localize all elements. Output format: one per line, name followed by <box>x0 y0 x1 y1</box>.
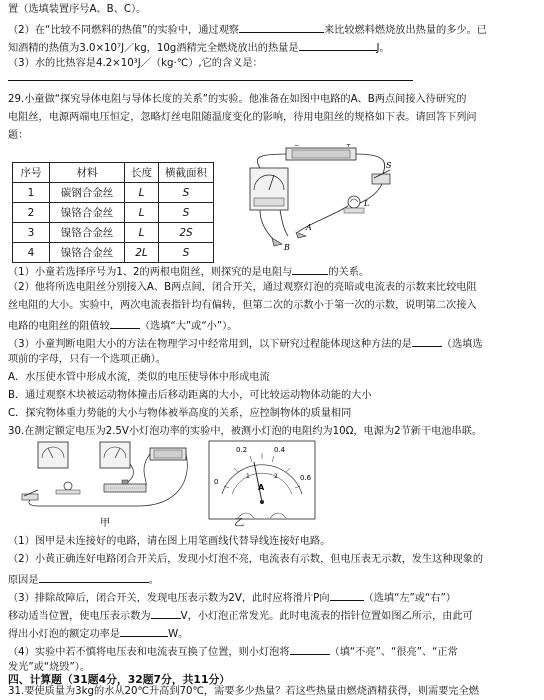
table-header-row <box>13 163 214 183</box>
q29-circuit-figure <box>236 144 396 252</box>
table-header: 材料 <box>50 163 125 183</box>
dial-tick-label: 2 <box>274 473 278 480</box>
q29-part-3a: （3）小童判断电阻大小的方法在物理学习中经常用到，以下研究过程能体现这种方法的是 （选填选 <box>8 336 536 351</box>
table-cell: S <box>159 243 214 263</box>
wire-spec-table <box>12 162 214 263</box>
q30-part-3e: 得出小灯泡的额定功率是 W。 <box>8 626 536 641</box>
q30-figure-b <box>208 440 316 520</box>
answer-blank[interactable] <box>299 40 377 51</box>
answer-blank[interactable] <box>330 590 364 601</box>
label-a: A <box>306 223 312 232</box>
q29-option-a: A．水压使水管中形成水流，类似的电压使导体中形成电流 <box>8 372 270 383</box>
q30-part-4c: 发光”或“烧毁”）。 <box>8 662 91 673</box>
table-row <box>13 183 214 203</box>
dial-tick-label: 0.4 <box>274 446 286 454</box>
q29-intro-3: 题： <box>8 130 29 141</box>
table-row <box>13 203 214 223</box>
table-cell: 镍铬合金丝 <box>50 243 125 263</box>
label-l: L <box>364 199 370 208</box>
answer-blank[interactable] <box>39 572 149 583</box>
answer-blank[interactable] <box>290 644 330 655</box>
table-cell: 2S <box>159 223 214 243</box>
table-cell: S <box>159 203 214 223</box>
table-header: 长度 <box>125 163 159 183</box>
answer-line[interactable] <box>8 80 413 81</box>
q29-part-1: （1）小童若选择序号为1、2的两根电阻丝，则探究的是电阻与 的关系。 <box>8 264 536 279</box>
answer-blank[interactable] <box>412 336 442 347</box>
q29-part-2a: （2）他将所选电阻丝分别接入A、B两点间，闭合开关，通过观察灯泡的亮暗或电流表的示数来比较电阻 <box>8 282 477 293</box>
table-cell: 镍铬合金丝 <box>50 223 125 243</box>
q29-option-b: B．通过观察木块被运动物体撞击后移动距离的大小，可比较运动物体动能的大小 <box>8 390 372 401</box>
q28-line-2: （2）在“比较不同燃料的热值”的实验中，通过观察 来比较燃料燃烧放出热量的多少。已 <box>8 22 536 37</box>
svg-text:+: + <box>346 144 352 149</box>
q30-part-1: （1）图甲是未连接好的电路，请在图上用笔画线代替导线连接好电路。 <box>8 536 331 547</box>
q30-part-3c: 移动适当位置，使电压表示数为 V，小灯泡正常发光。此时电流表的指针位置如图乙所示，由此可 <box>8 608 536 623</box>
table-cell: L <box>125 203 159 223</box>
dial-tick-label: 1 <box>246 473 250 480</box>
q28-line-1: 置（选填装置序号A、B、C）。 <box>8 4 147 15</box>
table-cell: L <box>125 183 159 203</box>
table-cell: 碳钢合金丝 <box>50 183 125 203</box>
q29-part-2c: 电路的电阻丝的阻值较 （选填“大”或“小”）。 <box>8 318 536 333</box>
table-cell: 2L <box>125 243 159 263</box>
table-cell: 4 <box>13 243 50 263</box>
q28-line-4: （3）水的比热容是4.2×10³J／（kg·℃）,它的含义是： <box>8 58 263 69</box>
answer-blank[interactable] <box>292 264 328 275</box>
label-s: S <box>386 161 392 170</box>
q29-option-c: C．探究物体重力势能的大小与物体被举高度的关系，应控制物体的质量相同 <box>8 408 352 419</box>
answer-blank[interactable] <box>151 608 181 619</box>
q30-figure-a <box>18 440 196 512</box>
q30-part-2a: （2）小黄正确连好电路闭合开关后，发现小灯泡不亮，电流表有示数，但电压表无示数，发生这种现象的 <box>8 554 484 565</box>
svg-text:−: − <box>294 144 300 149</box>
dial-unit: A <box>258 483 265 492</box>
table-header: 横截面积 <box>159 163 214 183</box>
q30-part-2b: 原因是 。 <box>8 572 536 587</box>
fig-label-yi: 乙 <box>234 518 245 529</box>
table-cell: 3 <box>13 223 50 243</box>
dial-tick-label: 0.6 <box>300 474 312 482</box>
q30-part-3a: （3）排除故障后，闭合开关，发现电压表示数为2V，此时应将滑片P向 （选填“左”或“右”） <box>8 590 536 605</box>
answer-blank[interactable] <box>120 626 168 637</box>
answer-blank[interactable] <box>110 318 140 329</box>
answer-blank[interactable] <box>239 22 324 33</box>
table-cell: 1 <box>13 183 50 203</box>
table-row <box>13 223 214 243</box>
q30-part-4a: （4）实验中若不慎将电压表和电流表互换了位置，则小灯泡将 （填“不亮”、“很亮”、“正常 <box>8 644 536 659</box>
table-header: 序号 <box>13 163 50 183</box>
section-4-title: 四、计算题（31题4分，32题7分，共11分） <box>8 673 231 686</box>
q29-part-2b: 丝电阻的大小。实验中，两次电流表指针均有偏转，但第二次的示数小于第一次的示数，说明第二次接入 <box>8 300 477 311</box>
table-cell: 2 <box>13 203 50 223</box>
dial-tick-label: 0.2 <box>236 446 248 454</box>
q29-intro-2: 电阻丝，电源两端电压恒定，忽略灯丝电阻随温度变化的影响，待用电阻丝的规格如下表。请回答下列问 <box>8 112 477 123</box>
label-b: B <box>284 243 290 252</box>
table-cell: L <box>125 223 159 243</box>
table-row <box>13 243 214 263</box>
q30-intro: 30.在测定额定电压为2.5V小灯泡功率的实验中，被测小灯泡的电阻约为10Ω，电源为2节新干电池串联。 <box>8 426 483 437</box>
q29-part-3c: 项前的字母，只有一个选项正确）。 <box>8 354 166 365</box>
table-cell: 镍铬合金丝 <box>50 203 125 223</box>
table-cell: S <box>159 183 214 203</box>
q31-line-1: 31.要使质量为3kg的水从20℃升高到70℃，需要多少热量？若这些热量由燃烧酒精获得，则需要完全燃 <box>8 686 479 697</box>
q29-intro-1: 29.小童做“探究导体电阻与导体长度的关系”的实验。他准备在如图中电路的A、B两点间接入待研究的 <box>8 94 467 105</box>
fig-label-jia: 甲 <box>100 518 111 529</box>
q28-line-3: 知酒精的热值为3.0×10⁷J／kg，10g酒精完全燃烧放出的热量是 J。 <box>8 40 536 55</box>
dial-tick-label: 0 <box>214 478 219 486</box>
